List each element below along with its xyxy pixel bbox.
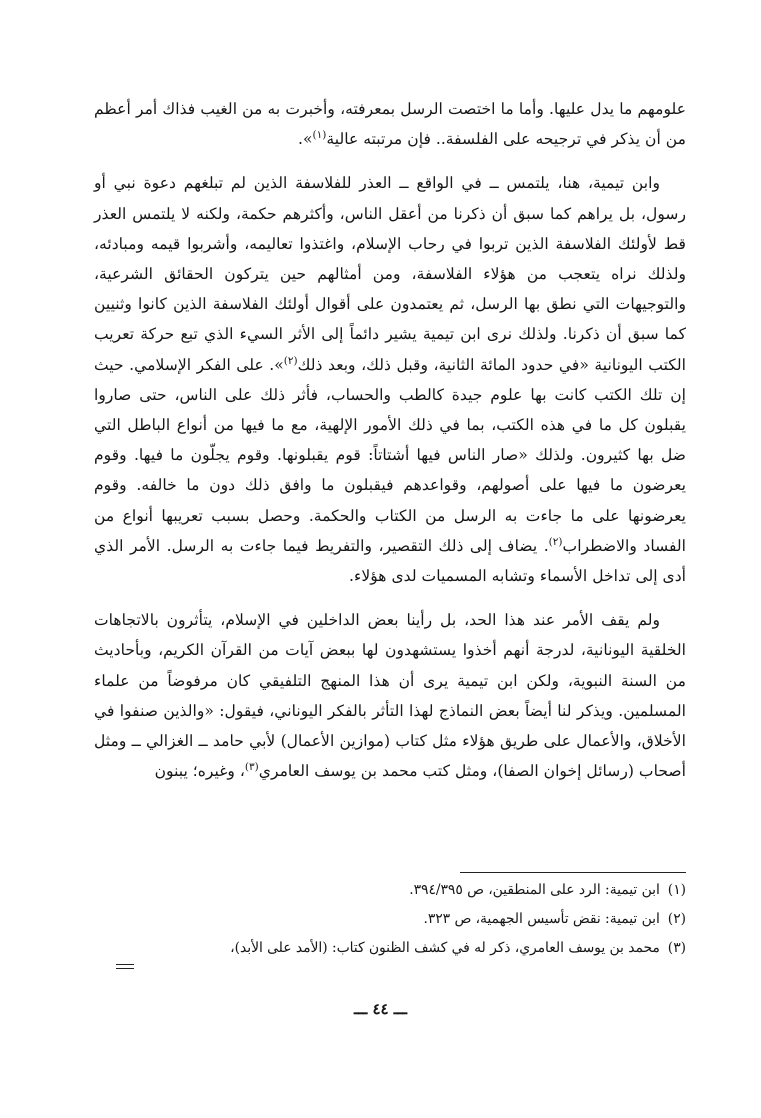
footnote-3-number: (٣): [667, 940, 686, 956]
page-number: ـــ ٤٤ ـــ: [354, 1000, 407, 1018]
paragraph-1: [94, 94, 686, 154]
paragraph-3-tail: ، وغيره؛ يبنون: [154, 762, 245, 781]
footnote-1-text: ابن تيمية: الرد على المنطقين، ص ٣٩٤/٣٩٥.: [409, 882, 660, 898]
footnote-2-number: (٢): [667, 911, 686, 927]
footnote-3: [94, 934, 686, 963]
footnotes: [94, 876, 686, 963]
footnote-ref-2[interactable]: (٢): [283, 354, 298, 367]
paragraph-3-text: ولم يقف الأمر عند هذا الحد، بل رأينا بعض الداخلين في الإسلام، يتأثرون بالاتجاهات الخلقية اليونانية، لدرجة أنهم أخذوا يستشهدون لها ببعض آيات من القرآن الكريم، وبأحاديث من السنة النبوية، ولكن ابن تيمية يرى أن هذا المنهج التلفيقي كان مرفوضاً من علماء المسلمين. ويذكر لنا أيضاً بعض النماذج لهذا التأثر بالفكر اليوناني، فيقول: «والذين صنفوا في الأخلاق، والأعمال على طريق هؤلاء مثل كتاب (موازين الأعمال) لأبي حامد ــ الغزالي ــ ومثل أصحاب (رسائل إخوان الصفا)، ومثل كتب محمد بن يوسف العامري: [94, 611, 686, 781]
footnote-1-number: (١): [667, 882, 686, 898]
footnote-2-text: ابن تيمية: نقض تأسيس الجهمية، ص ٣٢٣.: [423, 911, 660, 927]
paragraph-2-text: وابن تيمية، هنا، يلتمس ــ في الواقع ــ العذر للفلاسفة الذين لم تبلغهم دعوة نبي أو رسول، بل يراهم كما سبق أن ذكرنا من أعقل الناس، وأكثرهم حكمة، ولكنه لا يلتمس العذر قط لأولئك الفلاسفة الذين تربوا في رحاب الإسلام، واغتذوا تعاليمه، وأشربوا قيمه ومبادئه، ولذلك نراه يتعجب من هؤلاء الفلاسفة، ومن أمثالهم حين يتركون الحقائق الشرعية، والتوجيهات التي نطق بها الرسل، ثم يعتمدون على أقوال أولئك الفلاسفة الذين كانوا وثنيين كما سبق أن ذكرنا. ولذلك نرى ابن تيمية يشير دائماً إلى الأثر السيء الذي تبع حركة تعريب الكتب اليونانية «في حدود المائة الثانية، وقبل ذلك، وبعد ذلك: [94, 174, 686, 374]
footnote-3-text: محمد بن يوسف العامري، ذكر له في كشف الظنون كتاب: (الأمد على الأبد)،: [230, 940, 660, 956]
footnote-1: [94, 876, 686, 905]
paragraph-1-text: علومهم ما يدل عليها. وأما ما اختصت الرسل بمعرفته، وأخبرت به من الغيب فذاك أمر أعظم من أن يذكر في ترجيحه على الفلسفة.. فإن مرتبته عالية: [94, 100, 686, 149]
paragraph-2-tail: ». على الفكر الإسلامي. حيث إن تلك الكتب كانت بها علوم جيدة كالطب والحساب، فأثر ذلك على الناس، حتى صاروا يقبلون كل ما في هذه الكتب، بما في ذلك الأمور الإلهية، مع ما فيها من أنواع الباطل التي ضل بها كثيرون. ولذلك «صار الناس فيها أشتاتاً: قوم يقبلونها. وقوم يجلّون ما فيها. وقوم يعرضون ما فيها على أصولهم، وقواعدهم فيقبلون ما وافق ذلك دون ما خالفه. وقوم يعرضونها على ما جاءت به الرسل من الكتاب والحكمة. وحصل بسبب تعريبها أنواع من الفساد والاضطراب: [94, 355, 686, 555]
paragraph-2: [94, 168, 686, 591]
footnote-separator: [460, 872, 686, 873]
footnote-ref-2b[interactable]: (٢): [548, 535, 563, 548]
footnote-2: [94, 905, 686, 934]
footnote-continuation-mark: [116, 964, 134, 969]
main-text: [94, 94, 686, 786]
paragraph-1-tail: ».: [298, 130, 313, 149]
footnote-ref-3[interactable]: (٣): [244, 761, 259, 774]
paragraph-3: [94, 605, 686, 786]
footnote-ref-1[interactable]: (١): [312, 129, 327, 142]
paragraph-2-tail-2: . يضاف إلى ذلك التقصير، والتفريط فيما جاءت به الرسل. الأمر الذي أدى إلى تداخل الأسماء وتشابه المسميات لدى هؤلاء.: [94, 536, 686, 586]
